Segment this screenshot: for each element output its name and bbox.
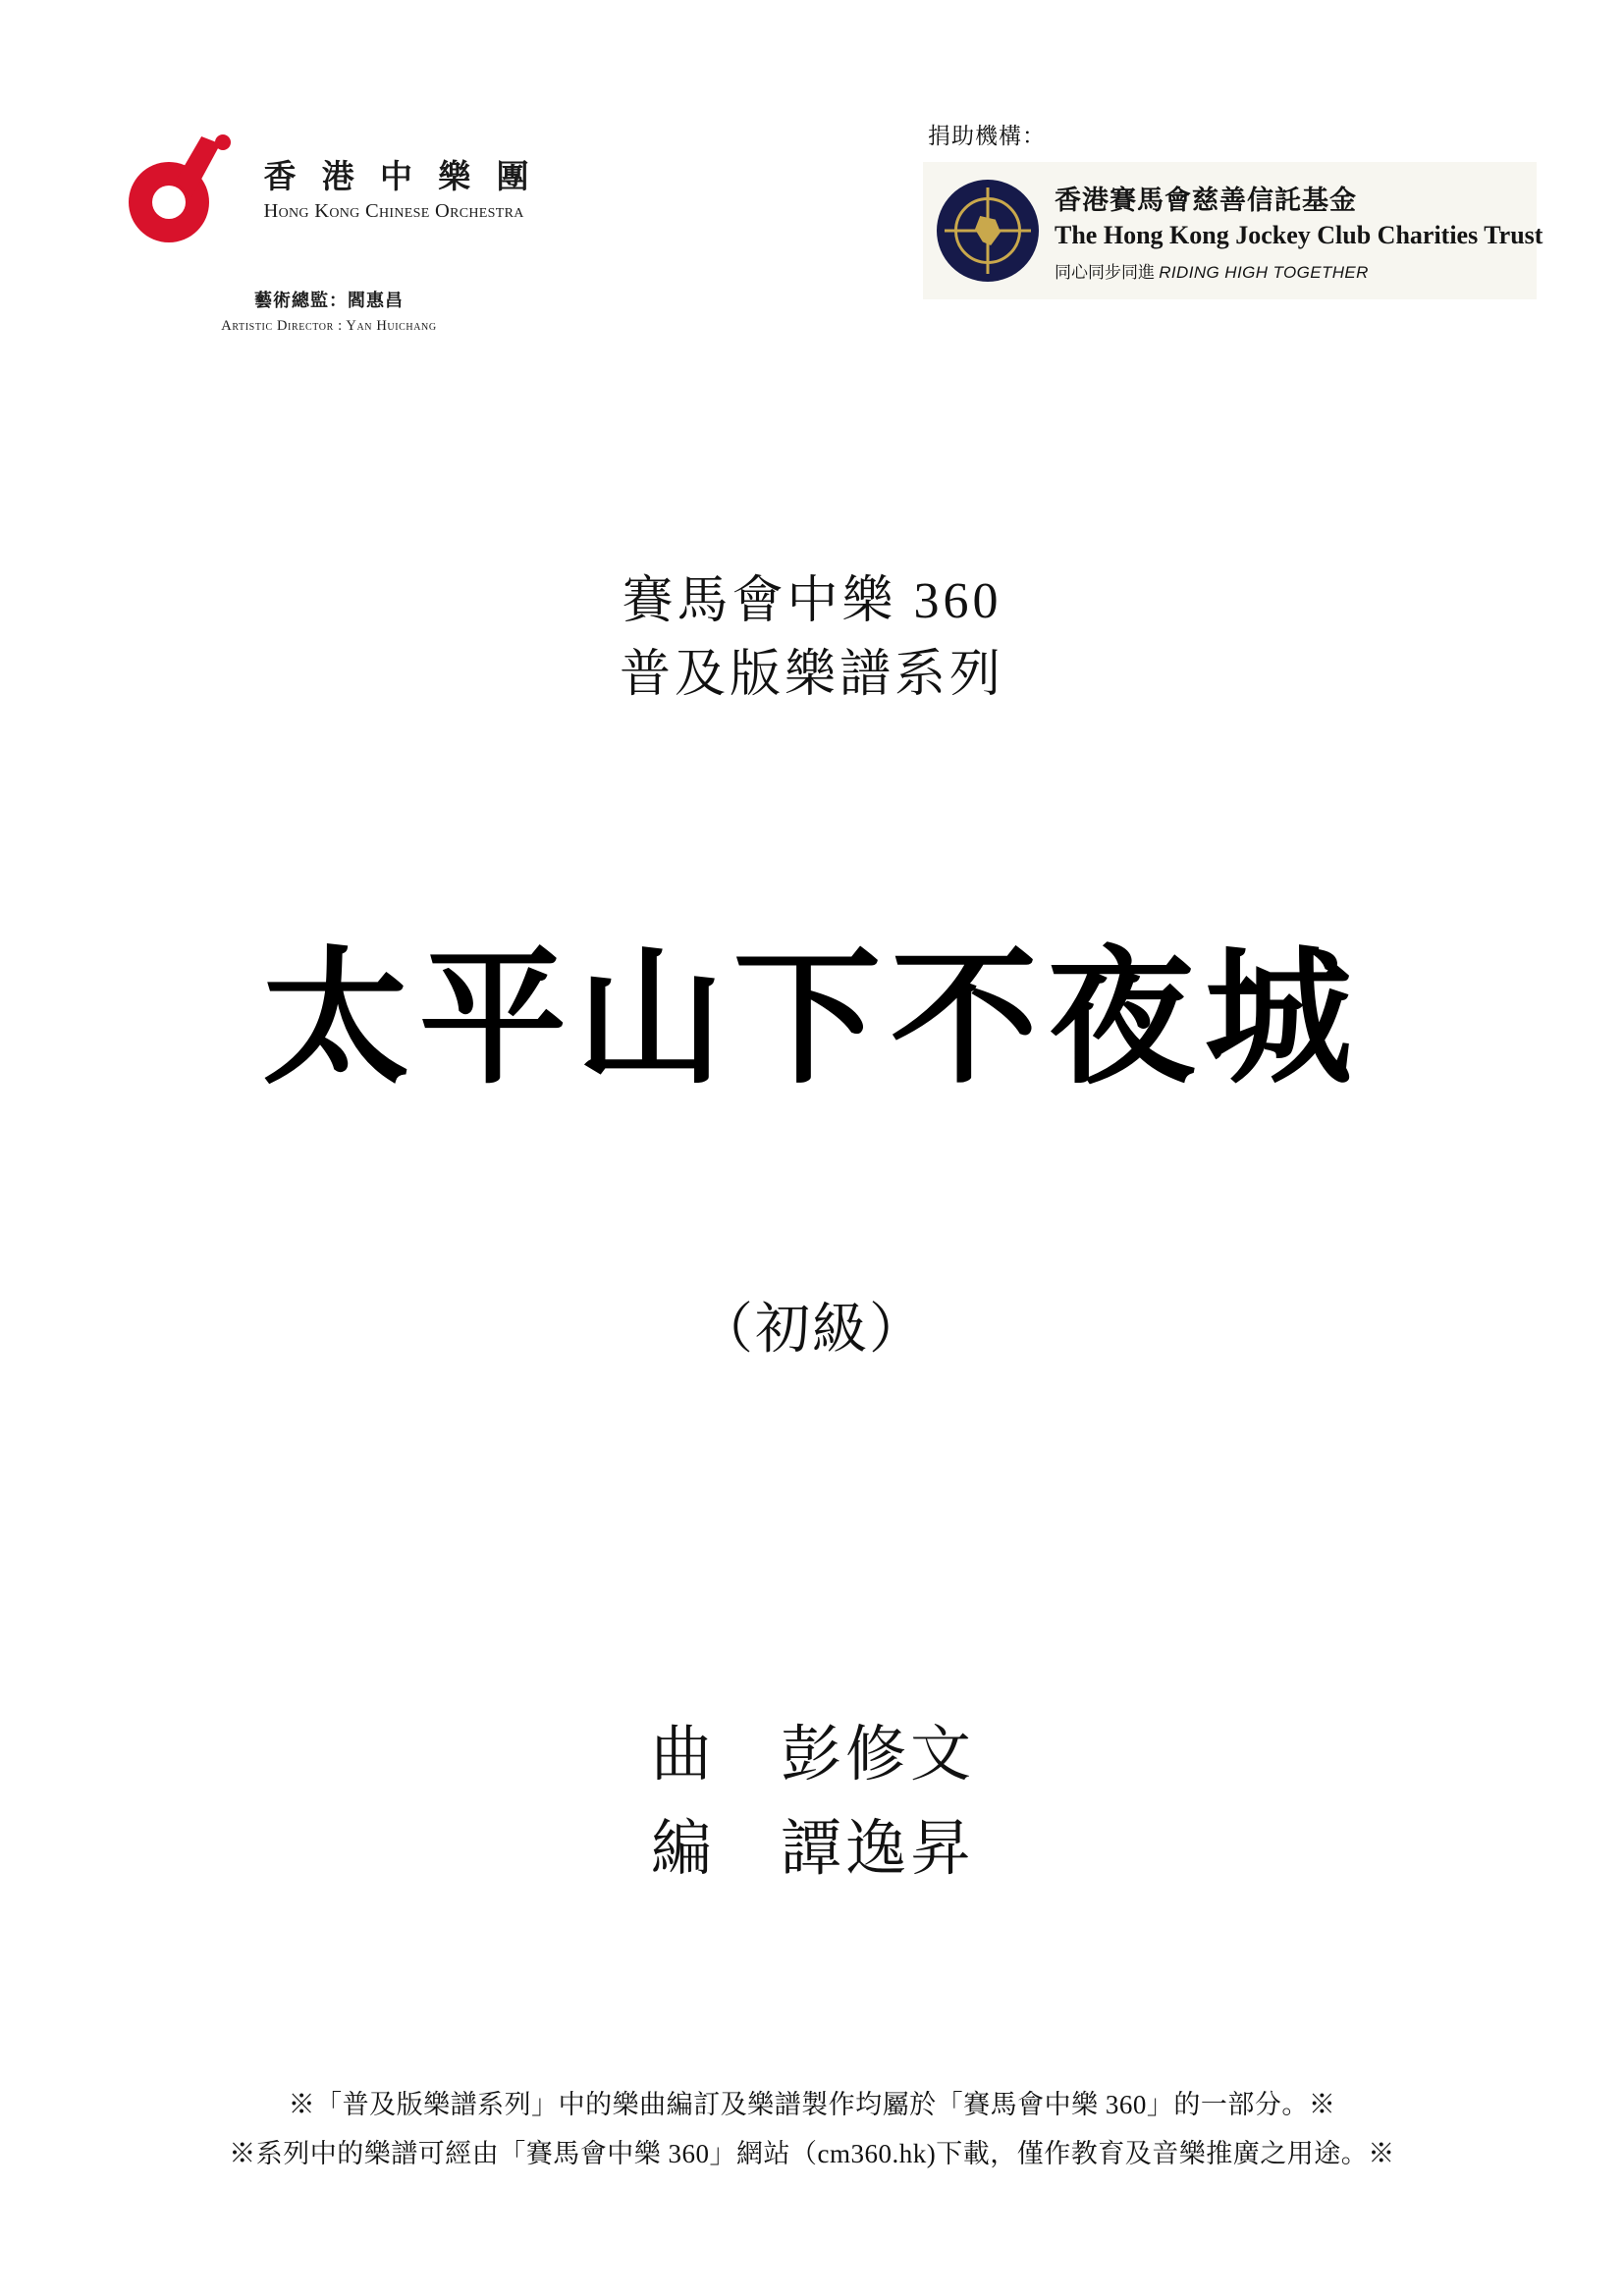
series-line-2: 普及版樂譜系列 — [619, 647, 1004, 704]
donor-tagline-cn: 同心同步同進 — [1055, 263, 1155, 282]
credit-role: 曲 — [650, 1722, 716, 1789]
credit-row — [0, 1708, 1624, 1802]
credit-name: 彭修文 — [780, 1722, 975, 1789]
credit-role: 編 — [650, 1816, 716, 1884]
page-header — [0, 0, 1624, 373]
donor-label: 捐助機構： — [928, 124, 1046, 148]
footnotes-block — [0, 2081, 1624, 2179]
hkco-logo-row — [98, 118, 560, 265]
donor-tagline-en: RIDING HIGH TOGETHER — [1159, 263, 1369, 282]
series-line-1: 賽馬會中樂 360 — [622, 573, 1002, 629]
credits-block — [0, 1708, 1624, 1896]
series-heading — [0, 564, 1624, 713]
footnote-line-2: ※系列中的樂譜可經由「賽馬會中樂 360」網站（cm360.hk)下載，僅作教育及音樂推廣之用途。※ — [229, 2138, 1395, 2168]
donor-text-group — [1055, 179, 1543, 283]
footnote-line-1: ※「普及版樂譜系列」中的樂曲編訂及樂譜製作均屬於「賽馬會中樂 360」的一部分。※ — [288, 2090, 1336, 2119]
hkco-name-cn: 香 港 中 樂 團 — [263, 160, 538, 196]
credit-row — [0, 1802, 1624, 1896]
donor-name-cn: 香港賽馬會慈善信託基金 — [1055, 186, 1357, 215]
credit-name: 譚逸昇 — [780, 1816, 975, 1884]
dot-shape-icon — [215, 134, 231, 150]
hkco-artistic-director-en: Artistic Director : Yan Huichang — [221, 318, 437, 334]
hkco-name-group — [264, 160, 538, 223]
donor-name-en: The Hong Kong Jockey Club Charities Trust — [1055, 221, 1543, 249]
hkco-orchestra-logo-icon — [121, 133, 258, 250]
hkco-logo-block — [98, 118, 560, 348]
donor-tagline — [1055, 258, 1543, 283]
donor-logo-block — [923, 162, 1543, 299]
hkco-name-en: Hong Kong Chinese Orchestra — [263, 199, 524, 222]
hkco-artistic-director-cn: 藝術總監：閻惠昌 — [254, 291, 404, 310]
jockey-club-emblem-icon — [937, 180, 1039, 282]
difficulty-level: （初級） — [698, 1300, 926, 1361]
page-title: 太平山下不夜城 — [261, 932, 1362, 1104]
